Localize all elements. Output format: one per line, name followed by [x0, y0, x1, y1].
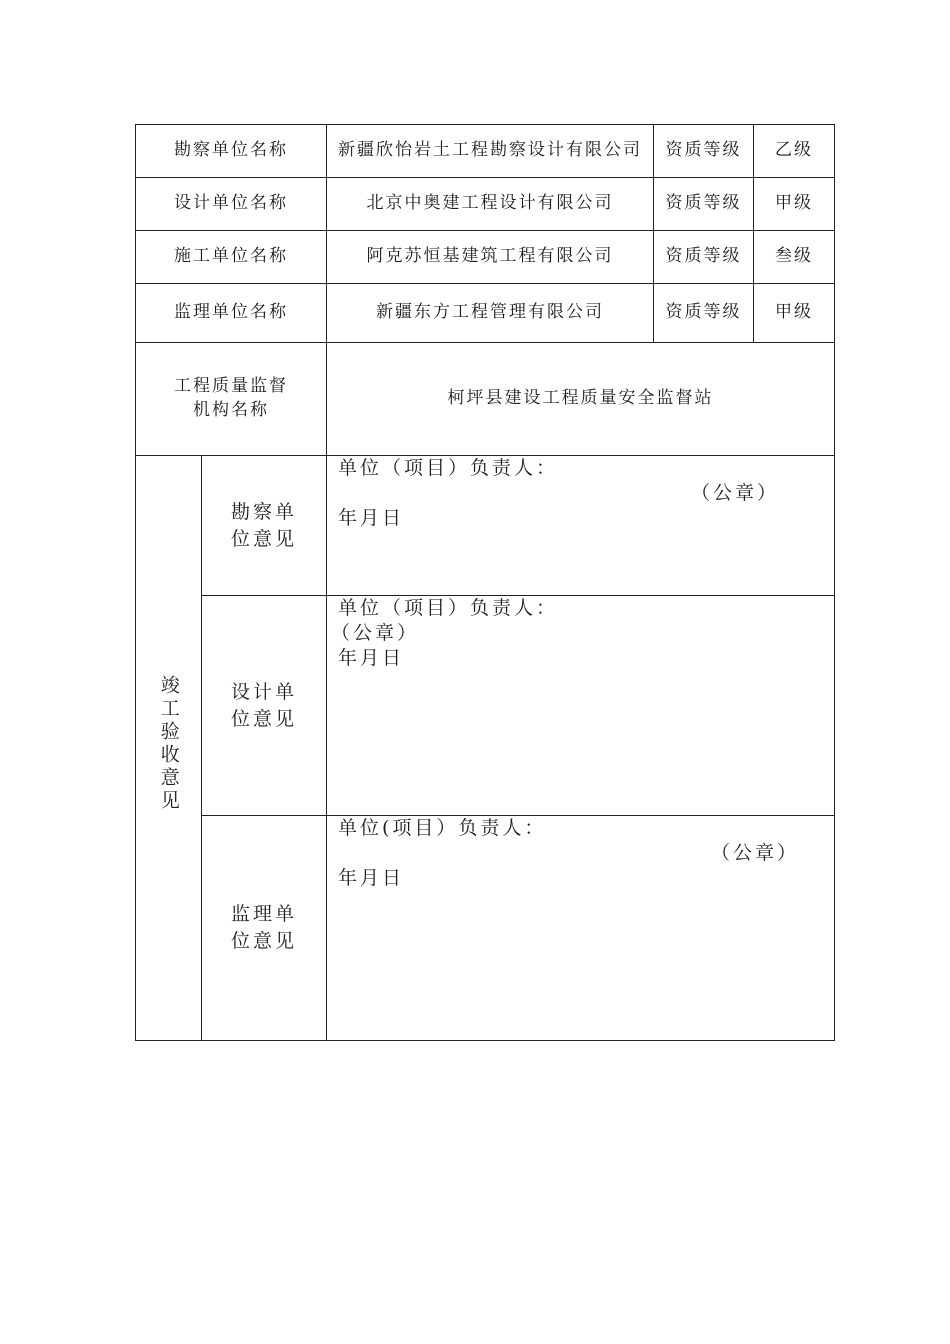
design-grade: 甲级 — [754, 178, 835, 231]
acceptance-group-label-cell — [136, 456, 202, 1041]
design-unit-row — [136, 178, 835, 231]
design-unit-name: 北京中奥建工程设计有限公司 — [327, 178, 654, 231]
construction-unit-label: 施工单位名称 — [136, 231, 327, 284]
supervision-responsible-label: 单位(项目）负责人： — [338, 817, 547, 839]
supervision-opinion-label — [202, 816, 327, 1041]
survey-opinion-label-line2: 位意见 — [231, 527, 298, 550]
supervision-unit-label: 监理单位名称 — [136, 284, 327, 343]
design-unit-label: 设计单位名称 — [136, 178, 327, 231]
supervision-agency-row — [136, 343, 835, 456]
survey-unit-row — [136, 125, 835, 178]
survey-seal-label: （公章） — [691, 482, 780, 504]
design-opinion-cell — [327, 596, 835, 816]
design-date-label: 年月日 — [338, 647, 405, 669]
design-qual-label: 资质等级 — [654, 178, 754, 231]
survey-unit-name: 新疆欣怡岩土工程勘察设计有限公司 — [327, 125, 654, 178]
construction-grade: 叁级 — [754, 231, 835, 284]
survey-opinion-row — [136, 456, 835, 596]
survey-date-label: 年月日 — [338, 507, 405, 529]
construction-unit-name: 阿克苏恒基建筑工程有限公司 — [327, 231, 654, 284]
supervision-grade: 甲级 — [754, 284, 835, 343]
supervision-opinion-label-line2: 位意见 — [231, 930, 298, 952]
design-seal-label: （公章） — [331, 622, 420, 644]
supervision-unit-name: 新疆东方工程管理有限公司 — [327, 284, 654, 343]
survey-unit-label: 勘察单位名称 — [136, 125, 327, 178]
agency-label-line2: 机构名称 — [193, 400, 269, 420]
agency-name: 柯坪县建设工程质量安全监督站 — [327, 343, 835, 456]
survey-opinion-label — [202, 456, 327, 596]
acceptance-group-label: 竣工验收意见 — [157, 675, 180, 814]
construction-qual-label: 资质等级 — [654, 231, 754, 284]
design-opinion-row — [136, 596, 835, 816]
supervision-date-label: 年月日 — [338, 867, 405, 889]
supervision-opinion-cell — [327, 816, 835, 1041]
construction-unit-row — [136, 231, 835, 284]
design-opinion-label — [202, 596, 327, 816]
survey-grade: 乙级 — [754, 125, 835, 178]
agency-label-line1: 工程质量监督 — [174, 376, 288, 397]
design-responsible-label: 单位（项目）负责人： — [338, 597, 559, 619]
supervision-seal-label: （公章） — [711, 842, 800, 864]
survey-qual-label: 资质等级 — [654, 125, 754, 178]
survey-opinion-cell — [327, 456, 835, 596]
supervision-opinion-label-line1: 监理单 — [231, 903, 298, 926]
acceptance-form-table — [135, 124, 835, 1041]
supervision-unit-row — [136, 284, 835, 343]
supervision-qual-label: 资质等级 — [654, 284, 754, 343]
supervision-opinion-row — [136, 816, 835, 1041]
design-opinion-label-line2: 位意见 — [231, 707, 298, 730]
agency-label — [136, 343, 327, 456]
survey-opinion-label-line1: 勘察单 — [231, 500, 298, 523]
survey-responsible-label: 单位（项目）负责人： — [338, 457, 559, 479]
design-opinion-label-line1: 设计单 — [231, 680, 298, 703]
